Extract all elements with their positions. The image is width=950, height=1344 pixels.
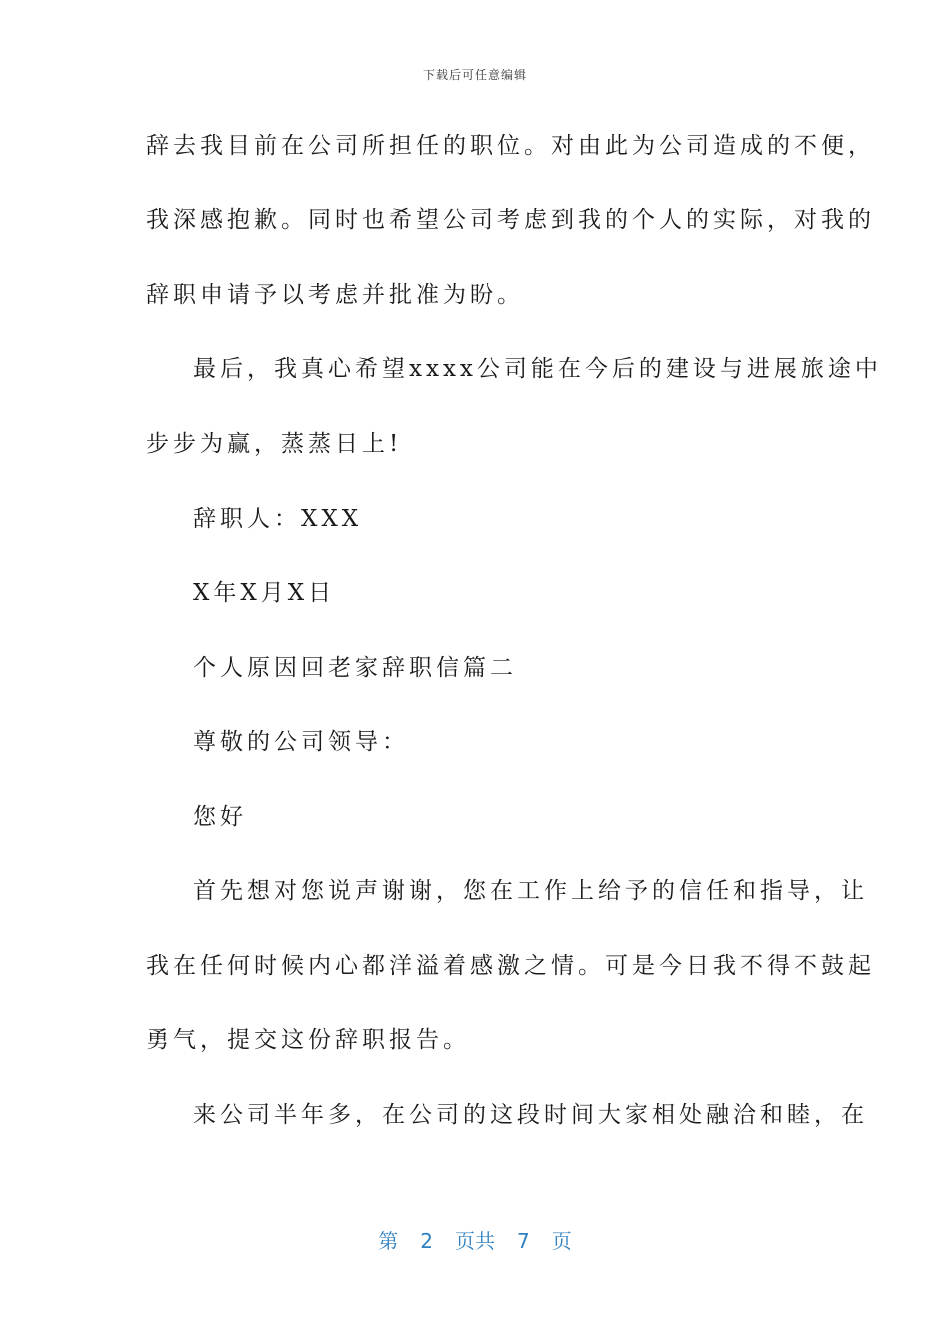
greeting: 您好 (193, 804, 247, 830)
salutation: 尊敬的公司领导： (193, 729, 409, 755)
page-footer (0, 1225, 950, 1254)
footer-suffix: 页 (551, 1229, 572, 1253)
body-line: 最后，我真心希望xxxx公司能在今后的建设与进展旅途中 (193, 356, 882, 382)
body-line: 来公司半年多，在公司的这段时间大家相处融洽和睦，在 (193, 1102, 868, 1128)
body-line: 步步为赢，蒸蒸日上! (146, 431, 403, 457)
body-line: 辞去我目前在公司所担任的职位。对由此为公司造成的不便， (146, 133, 875, 159)
footer-prefix: 第 (378, 1229, 399, 1253)
body-line: 辞职申请予以考虑并批准为盼。 (146, 282, 524, 308)
body-line: 我在任何时候内心都洋溢着感激之情。可是今日我不得不鼓起 (146, 953, 875, 979)
current-page-number: 2 (420, 1229, 433, 1253)
body-line: 首先想对您说声谢谢，您在工作上给予的信任和指导，让 (193, 878, 868, 904)
section-title: 个人原因回老家辞职信篇二 (193, 655, 517, 681)
footer-middle: 页共 (455, 1229, 495, 1253)
signature-line: 辞职人：XXX (193, 506, 363, 532)
header-note: 下载后可任意编辑 (422, 68, 527, 82)
date-line: X年X月X日 (193, 580, 336, 606)
body-line: 我深感抱歉。同时也希望公司考虑到我的个人的实际，对我的 (146, 207, 875, 233)
total-page-number: 7 (517, 1229, 530, 1253)
body-line: 勇气，提交这份辞职报告。 (146, 1027, 470, 1053)
